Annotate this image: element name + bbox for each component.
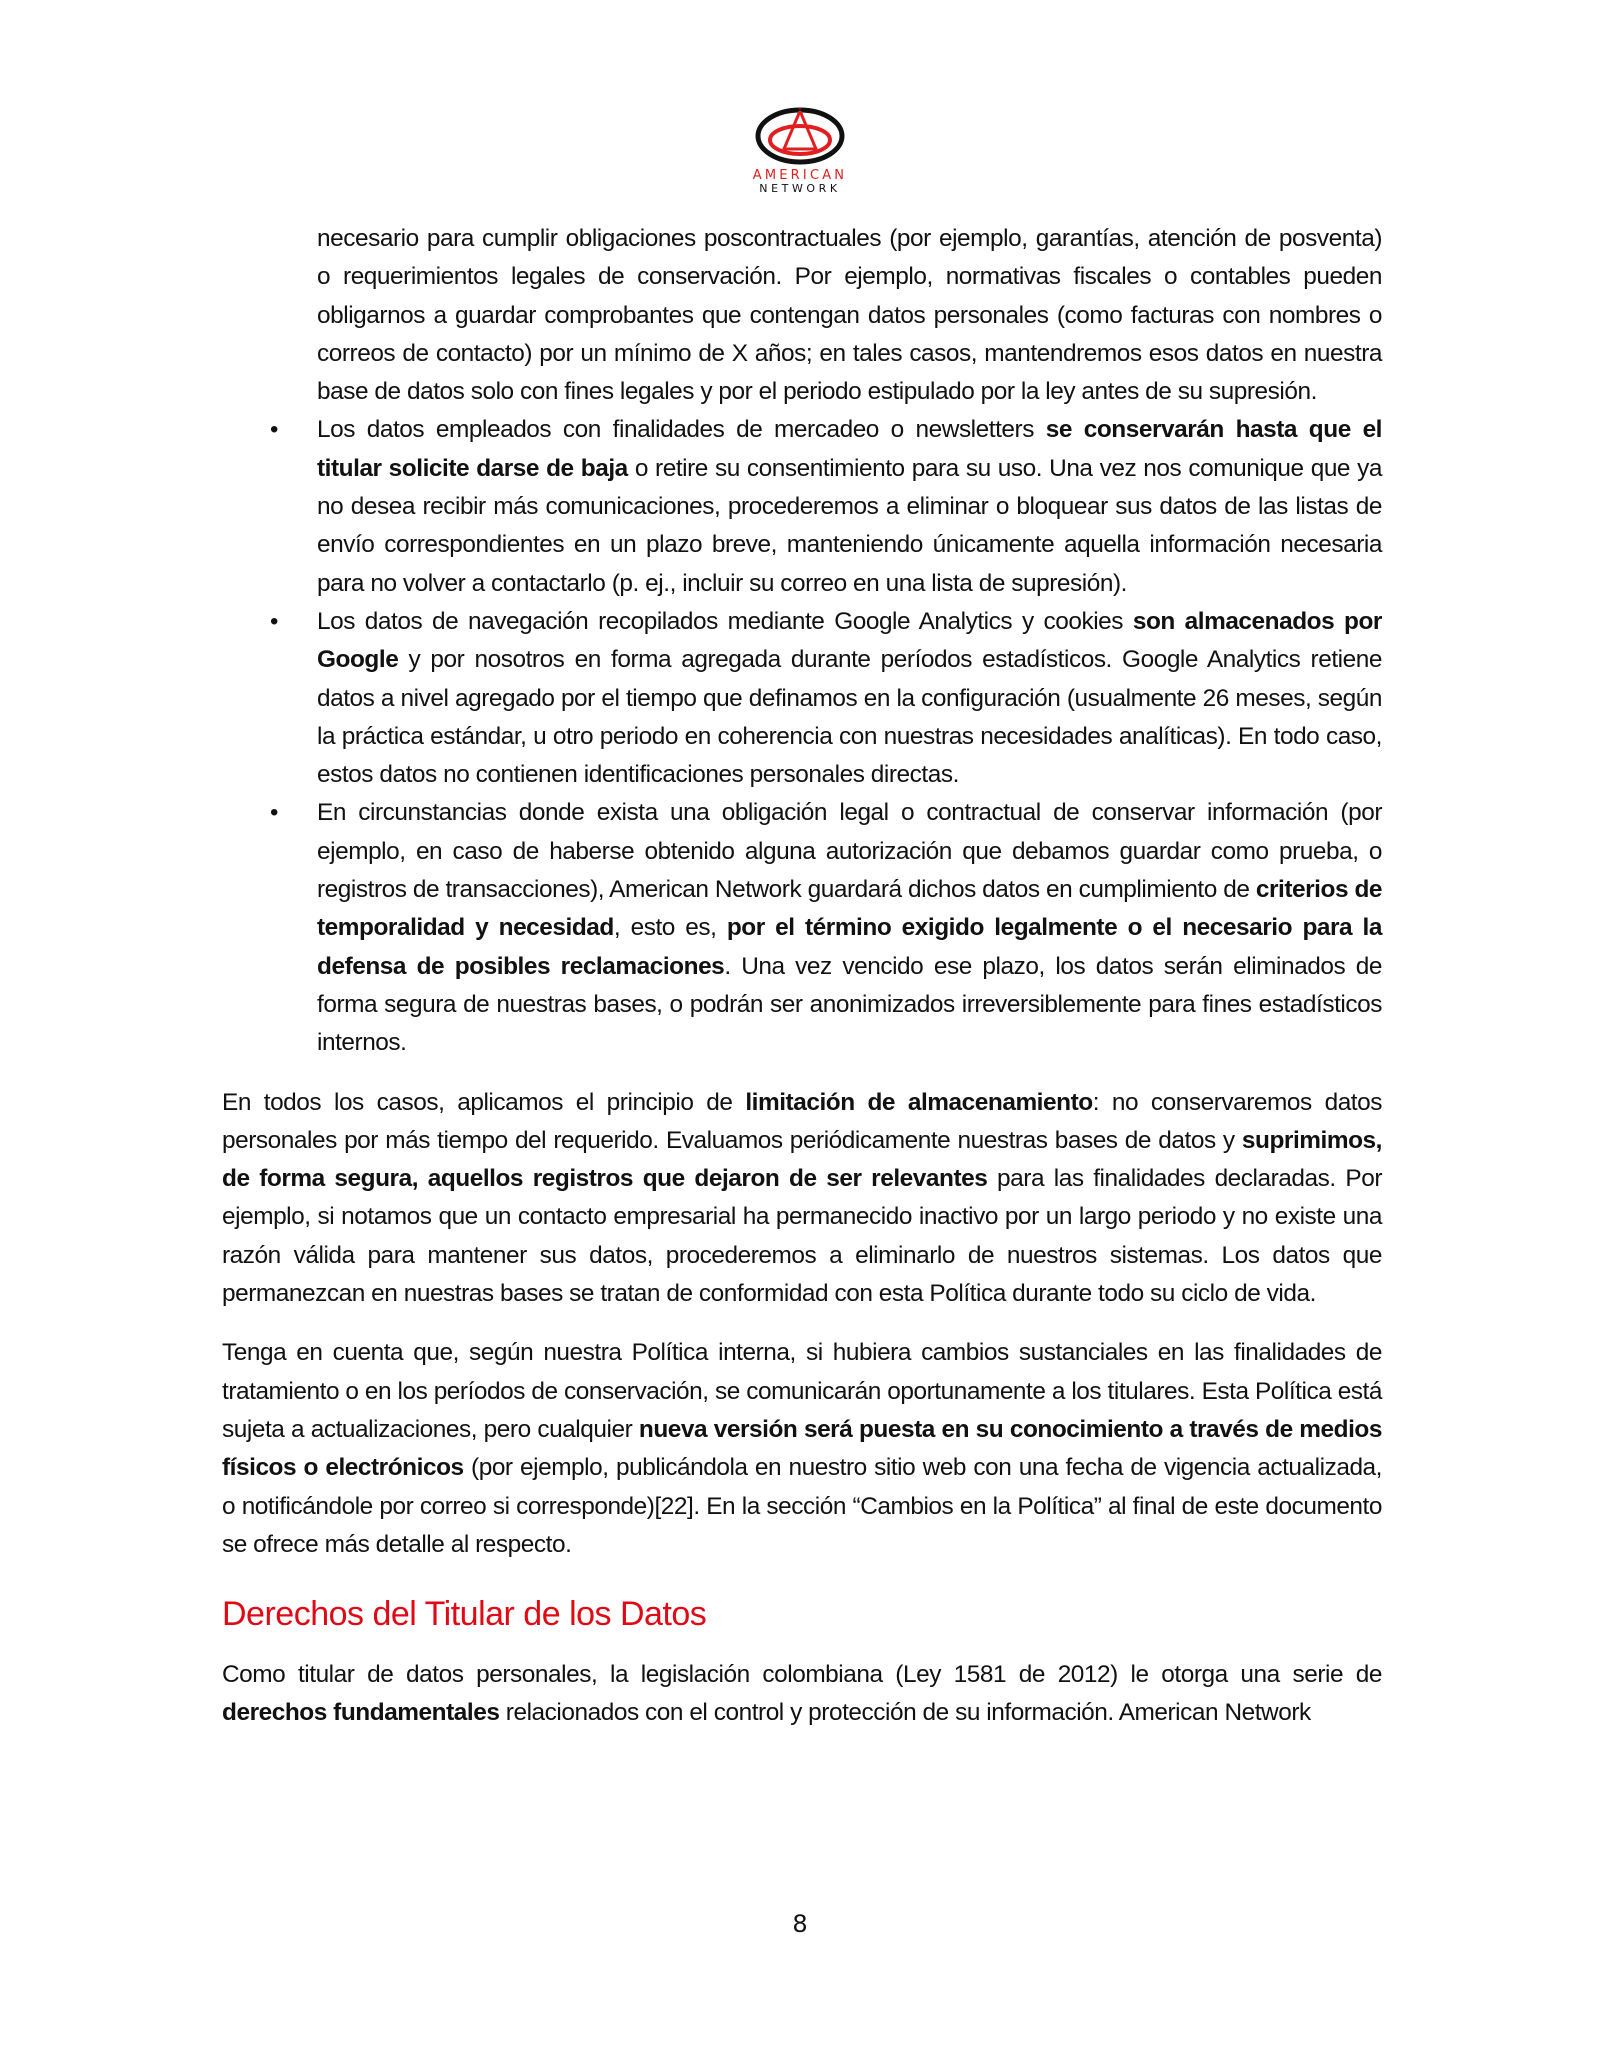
bullet-text: Los datos de navegación recopilados mediante Google Analytics y cookies son almacenados por Google y por nosotros en forma agregada durante períodos estadísticos. Google Analytics retiene datos a nivel agregado por el tiempo que definamos en la configuración (usualmente 26 meses, según la práctica estándar, u otro periodo en coherencia con nuestras necesidades analíticas). En todo caso, estos datos no contienen identificaciones personales directas.: [317, 607, 1382, 789]
bullet-icon: •: [270, 416, 279, 444]
bullet-icon: •: [270, 607, 279, 635]
bullet-icon: •: [270, 799, 279, 827]
policy-updates-paragraph: Tenga en cuenta que, según nuestra Política interna, si hubiera cambios sustanciales en las finalidades de tratamiento o en los períodos de conservación, se comunicarán oportunamente a los titulares. Esta Política está sujeta a actualizaciones, pero cualquier nueva versión será puesta en su conocimiento a través de medios físicos o electrónicos (por ejemplo, publicándola en nuestro sitio web con una fecha de vigencia actualizada, o notificándole por correo si corresponde)[22]. En la sección “Cambios en la Política” al final de este documento se ofrece más detalle al respecto.: [222, 1339, 1382, 1558]
retention-bullet-list: [222, 411, 1382, 1062]
bullet-text: En circunstancias donde exista una obligación legal o contractual de conservar información (por ejemplo, en caso de haberse obtenido alguna autorización que debamos guardar como prueba, o registros de transacciones), American Network guardará dichos datos en cumplimiento de criterios de temporalidad y necesidad, esto es, por el término exigido legalmente o el necesario para la defensa de posibles reclamaciones. Una vez vencido ese plazo, los datos serán eliminados de forma segura de nuestras bases, o podrán ser anonimizados irreversiblemente para fines estadísticos internos.: [317, 799, 1383, 1057]
bullet-text: Los datos empleados con finalidades de mercadeo o newsletters se conservarán hasta que el titular solicite darse de baja o retire su consentimiento para su uso. Una vez nos comunique que ya no desea recibir más comunicaciones, procederemos a eliminar o bloquear sus datos de las listas de envío correspondientes en un plazo breve, manteniendo únicamente aquella información necesaria para no volver a contactarlo (p. ej., incluir su correo en una lista de supresión).: [317, 416, 1383, 597]
storage-limitation-paragraph: En todos los casos, aplicamos el principio de limitación de almacenamiento: no conservaremos datos personales por más tiempo del requerido. Evaluamos periódicamente nuestras bases de datos y suprimimos, de forma segura, aquellos registros que dejaron de ser relevantes para las finalidades declaradas. Por ejemplo, si notamos que un contacto empresarial ha permanecido inactivo por un largo periodo y no existe una razón válida para mantener sus datos, procederemos a eliminarlo de nuestros sistemas. Los datos que permanezcan en nuestras bases se tratan de conformidad con esta Política durante todo su ciclo de vida.: [222, 1088, 1382, 1308]
list-item: [222, 794, 1382, 1062]
document-body: [222, 220, 1382, 1733]
continued-bullet-text: necesario para cumplir obligaciones poscontractuales (por ejemplo, garantías, atención de posventa) o requerimientos legales de conservación. Por ejemplo, normativas fiscales o contables pueden obligarnos a guardar comprobantes que contengan datos personales (como facturas con nombres o correos de contacto) por un mínimo de X años; en tales casos, mantendremos esos datos en nuestra base de datos solo con fines legales y por el periodo estipulado por la ley antes de su supresión.: [317, 225, 1382, 406]
page-number: 8: [792, 1910, 808, 1938]
logo-wordmark-american: AMERICAN: [752, 168, 848, 183]
rights-intro-paragraph: Como titular de datos personales, la legislación colombiana (Ley 1581 de 2012) le otorga una serie de derechos fundamentales relacionados con el control y protección de su información. American Network: [222, 1661, 1382, 1727]
american-network-logo: [754, 105, 846, 167]
page-header: [0, 105, 1600, 195]
list-item: [222, 603, 1382, 794]
list-item: [222, 411, 1382, 602]
section-heading: Derechos del Titular de los Datos: [222, 1595, 707, 1634]
logo-wordmark-network: NETWORK: [759, 182, 841, 195]
